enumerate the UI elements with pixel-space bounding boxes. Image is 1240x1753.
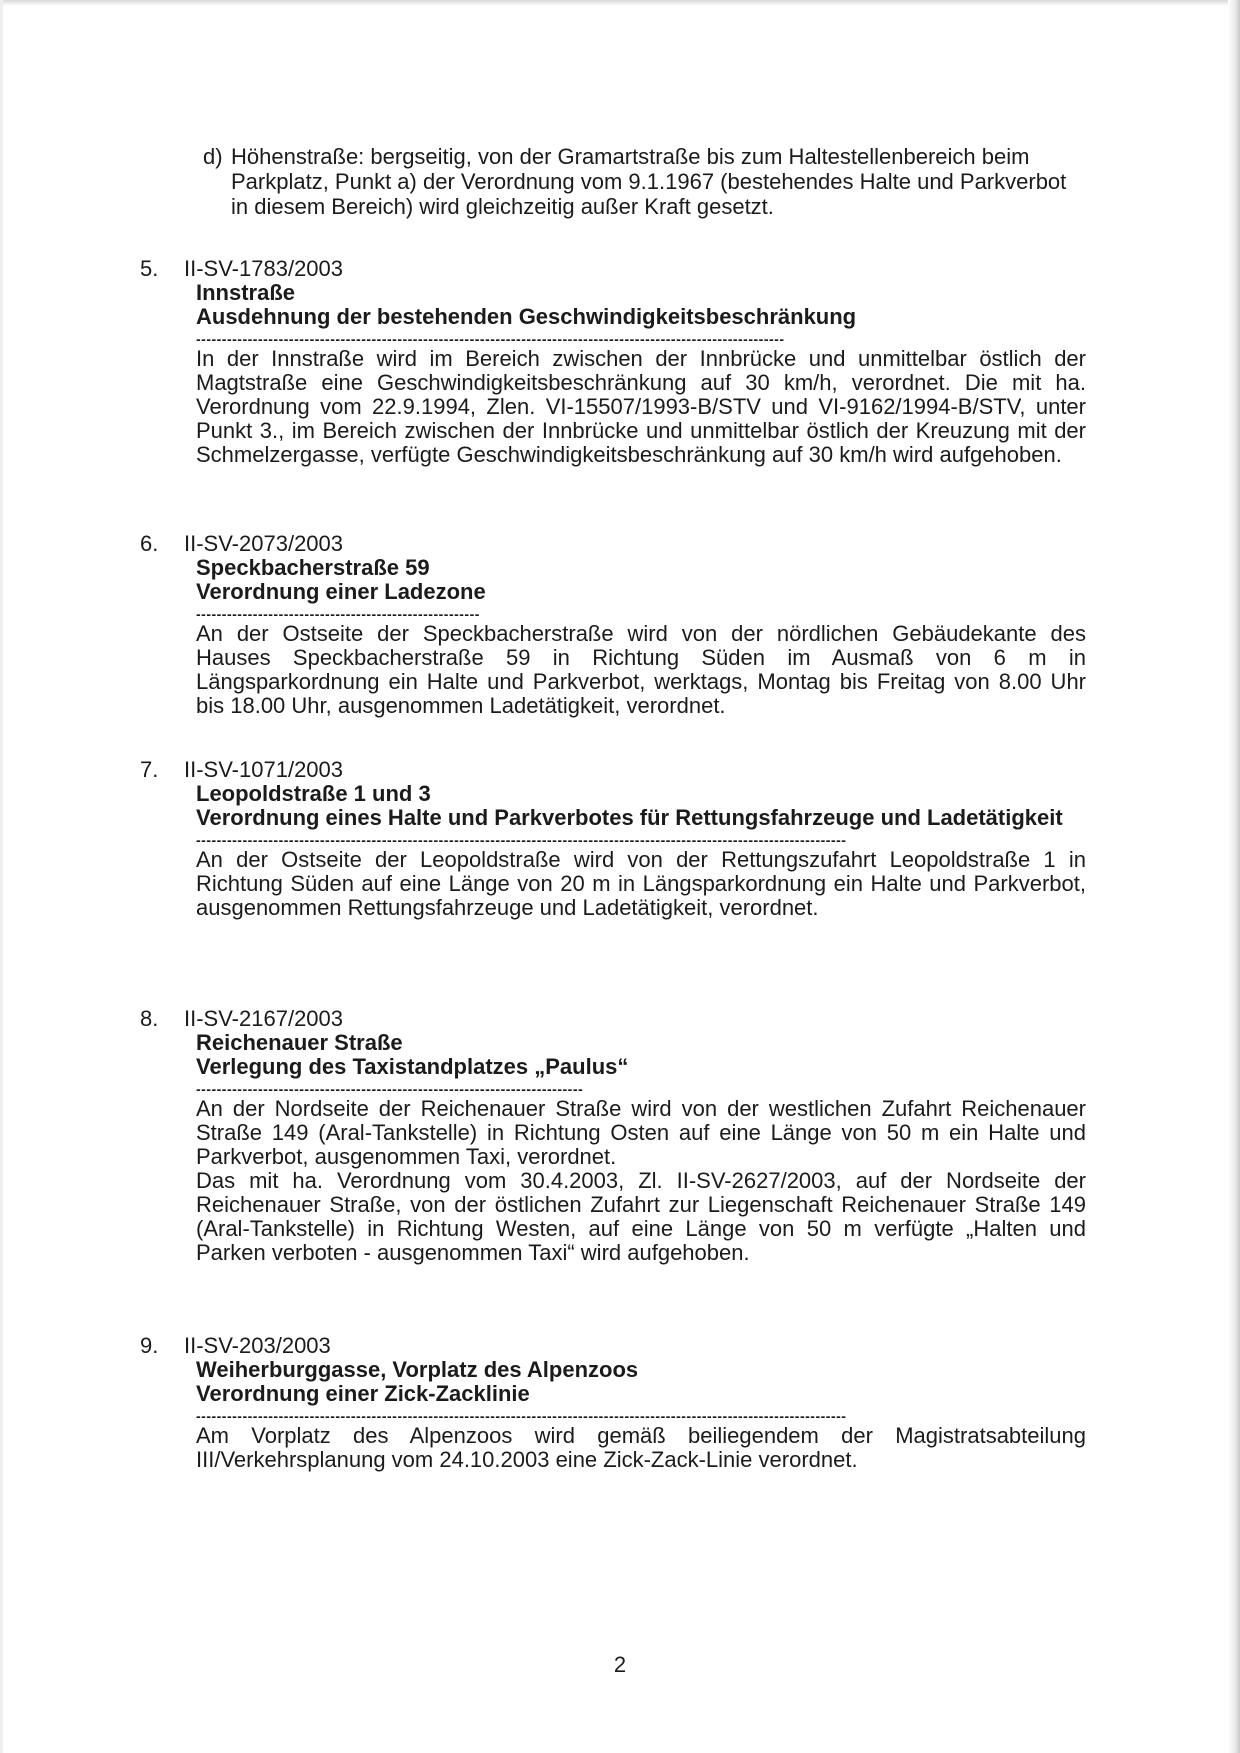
item-6 <box>140 532 1086 718</box>
item-9 <box>140 1334 1086 1472</box>
scan-edge-right <box>1228 0 1240 1753</box>
item-number: 8. <box>140 1006 159 1031</box>
intro-point-d <box>203 144 1083 219</box>
item-reference: II-SV-2167/2003 <box>184 1006 344 1031</box>
item-heading-subject: Verordnung eines Halte und Parkverbotes für Rettungsfahrzeuge und Ladetätigkeit <box>196 805 1063 830</box>
item-number: 7. <box>140 757 159 782</box>
item-heading-street: Innstraße <box>196 280 296 305</box>
item-heading-street: Weiherburggasse, Vorplatz des Alpenzoos <box>196 1357 639 1382</box>
scan-edge-left <box>0 0 3 1753</box>
item-5 <box>140 257 1086 467</box>
dashed-separator: ------------------------------------------------------- <box>196 606 480 622</box>
item-reference: II-SV-203/2003 <box>184 1333 331 1358</box>
dashed-separator: ------------------------------------------------------------------------------------------------------------------------------ <box>196 1408 847 1424</box>
item-paragraph: An der Ostseite der Leopoldstraße wird von der Rettungszufahrt Leopoldstraße 1 in Richtung Süden auf eine Länge von 20 m in Längsparkordnung ein Halte und Parkverbot, ausgenommen Rettungsfahrzeuge und Ladetätigkeit, verordnet. <box>196 847 1086 920</box>
item-number: 6. <box>140 531 159 556</box>
scan-edge-top <box>0 0 1240 6</box>
intro-label: d) <box>203 144 223 169</box>
item-paragraph: In der Innstraße wird im Bereich zwischen der Innbrücke und unmittelbar östlich der Magtstraße eine Geschwindigkeitsbeschränkung auf 30 km/h, verordnet. Die mit ha. Verordnung vom 22.9.1994, Zlen. VI-15507/1993-B/STV und VI-9162/1994-B/STV, unter Punkt 3., im Bereich zwischen der Innbrücke und unmittelbar östlich der Kreuzung mit der Schmelzergasse, verfügte Geschwindigkeitsbeschränkung auf 30 km/h wird aufgehoben. <box>196 346 1086 467</box>
dashed-separator: ------------------------------------------------------------------------------------------------------------------ <box>196 331 785 347</box>
item-paragraph: Das mit ha. Verordnung vom 30.4.2003, Zl. II-SV-2627/2003, auf der Nordseite der Reichenauer Straße, von der östlichen Zufahrt zur Liegenschaft Reichenauer Straße 149 (Aral-Tankstelle) in Richtung Westen, auf eine Länge von 50 m verfügte „Halten und Parken verboten - ausgenommen Taxi“ wird aufgehoben. <box>196 1168 1086 1265</box>
item-heading-subject: Ausdehnung der bestehenden Geschwindigkeitsbeschränkung <box>196 304 857 329</box>
intro-text: Höhenstraße: bergseitig, von der Gramartstraße bis zum Haltestellenbereich beim Parkplatz, Punkt a) der Verordnung vom 9.1.1967 (bestehendes Halte und Parkverbot in diesem Bereich) wird gleichzeitig außer Kraft gesetzt. <box>231 144 1067 219</box>
item-heading-subject: Verlegung des Taxistandplatzes „Paulus“ <box>196 1054 629 1079</box>
page-number: 2 <box>613 1652 627 1677</box>
item-number: 9. <box>140 1333 159 1358</box>
item-7 <box>140 758 1086 920</box>
item-paragraph: Am Vorplatz des Alpenzoos wird gemäß beiliegendem der Magistratsabteilung III/Verkehrsplanung vom 24.10.2003 eine Zick-Zack-Linie verordnet. <box>196 1423 1086 1472</box>
item-heading-street: Speckbacherstraße 59 <box>196 555 430 580</box>
item-heading-subject: Verordnung einer Zick-Zacklinie <box>196 1381 530 1406</box>
item-heading-subject: Verordnung einer Ladezone <box>196 579 486 604</box>
item-paragraph: An der Nordseite der Reichenauer Straße wird von der westlichen Zufahrt Reichenauer Straße 149 (Aral-Tankstelle) in Richtung Osten auf eine Länge von 50 m ein Halte und Parkverbot, ausgenommen Taxi, verordnet. <box>196 1096 1086 1169</box>
item-reference: II-SV-2073/2003 <box>184 531 344 556</box>
item-number: 5. <box>140 256 159 281</box>
dashed-separator: --------------------------------------------------------------------------- <box>196 1081 584 1097</box>
item-8 <box>140 1007 1086 1265</box>
item-reference: II-SV-1071/2003 <box>184 757 344 782</box>
dashed-separator: ------------------------------------------------------------------------------------------------------------------------------ <box>196 832 847 848</box>
item-heading-street: Reichenauer Straße <box>196 1030 403 1055</box>
item-reference: II-SV-1783/2003 <box>184 256 344 281</box>
item-heading-street: Leopoldstraße 1 und 3 <box>196 781 431 806</box>
item-paragraph: An der Ostseite der Speckbacherstraße wird von der nördlichen Gebäudekante des Hauses Speckbacherstraße 59 in Richtung Süden im Ausmaß von 6 m in Längsparkordnung ein Halte und Parkverbot, werktags, Montag bis Freitag von 8.00 Uhr bis 18.00 Uhr, ausgenommen Ladetätigkeit, verordnet. <box>196 621 1086 718</box>
